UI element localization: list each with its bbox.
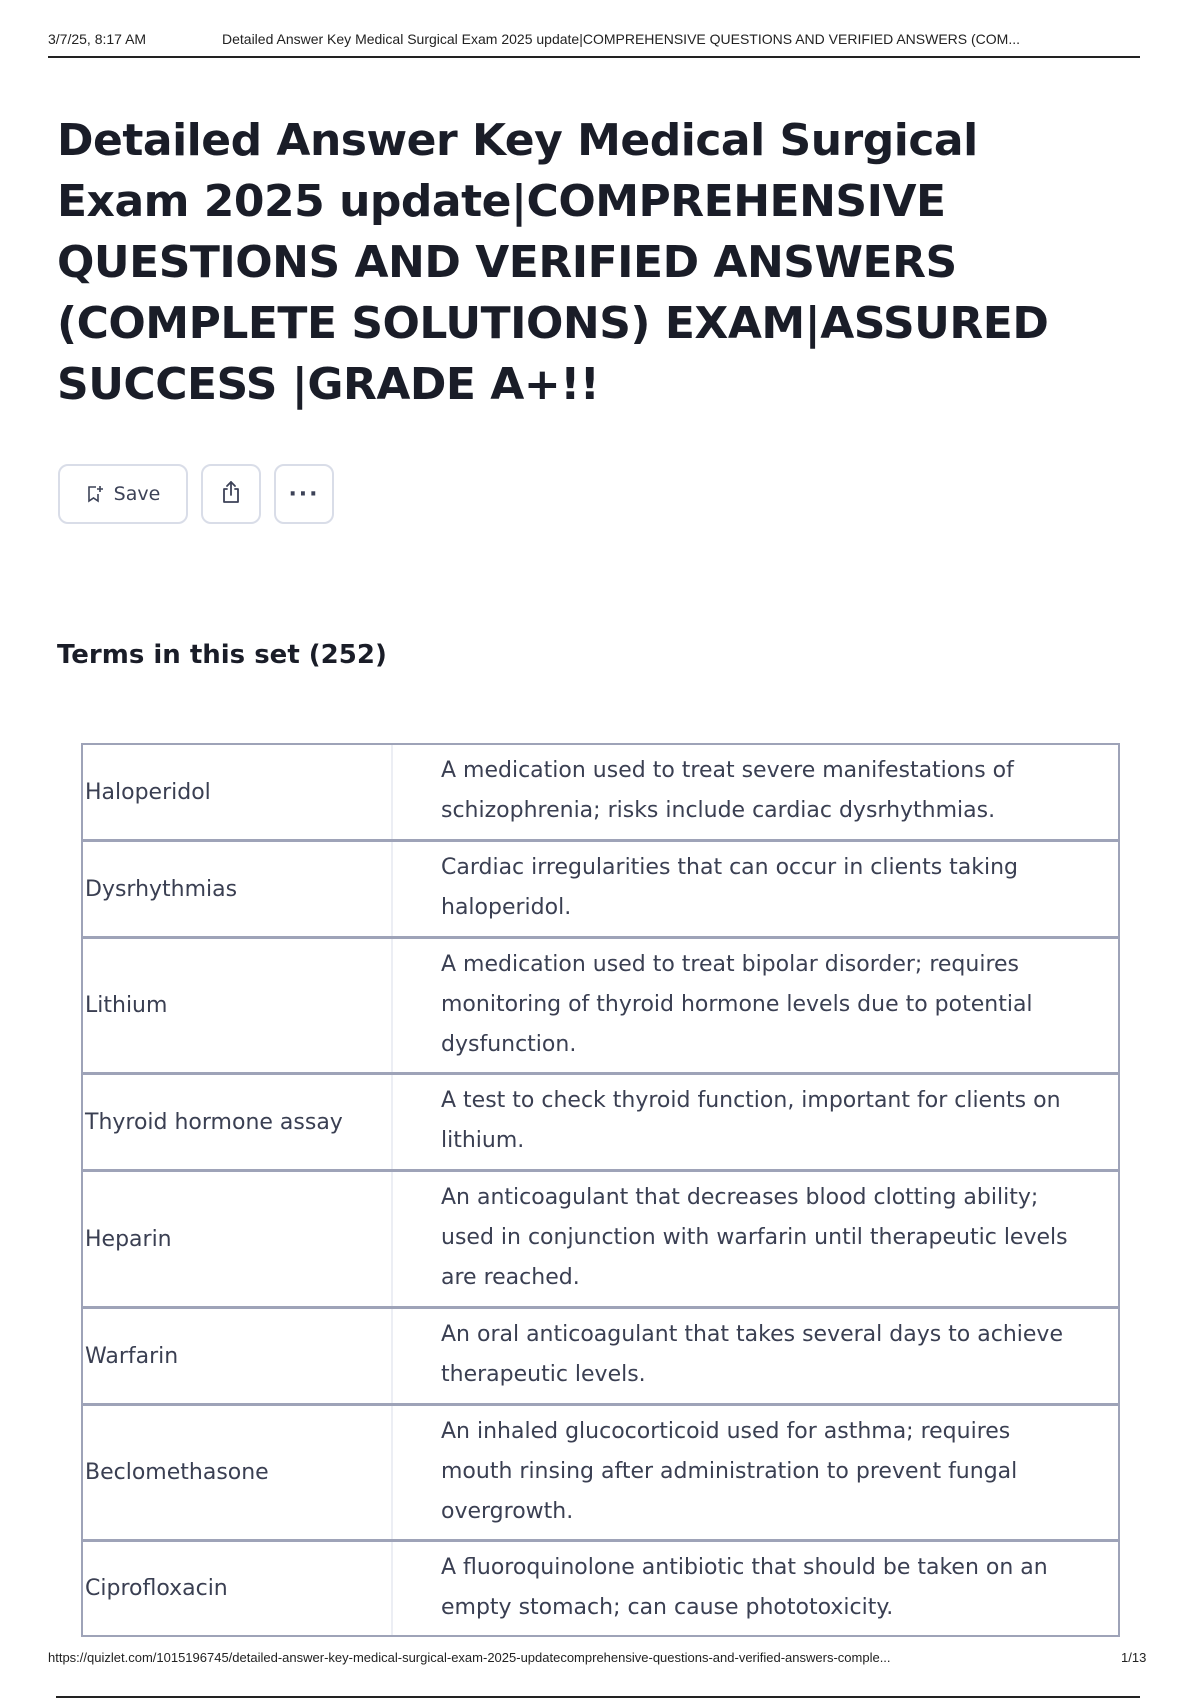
term-cell: Thyroid hormone assay — [83, 1075, 393, 1169]
term-cell: Heparin — [83, 1172, 393, 1306]
term-cell: Ciprofloxacin — [83, 1542, 393, 1635]
print-date: 3/7/25, 8:17 AM — [48, 31, 147, 47]
table-row — [83, 745, 1118, 839]
table-row — [83, 1169, 1118, 1306]
table-row — [83, 1306, 1118, 1403]
table-row — [83, 936, 1118, 1072]
term-cell: Lithium — [83, 939, 393, 1072]
footer-divider — [56, 1696, 1140, 1698]
print-footer — [48, 1648, 1148, 1688]
page-title: Detailed Answer Key Medical Surgical Exam 2025 update|COMPREHENSIVE QUESTIONS AND VERIFIED ANSWERS (COMPLETE SOLUTIONS) EXAM|ASSURED SUCCESS |GRADE A+!! — [57, 115, 1049, 410]
page-number: 1/13 — [1121, 1650, 1147, 1665]
term-cell: Beclomethasone — [83, 1406, 393, 1539]
print-header — [48, 28, 1140, 58]
table-row — [83, 839, 1118, 936]
share-icon — [218, 479, 244, 510]
definition-cell: A test to check thyroid function, important for clients on lithium. — [441, 1088, 1061, 1153]
print-doc-title: Detailed Answer Key Medical Surgical Exam 2025 update|COMPREHENSIVE QUESTIONS AND VERIFIED ANSWERS (COM... — [222, 31, 1021, 47]
definition-cell: An anticoagulant that decreases blood clotting ability; used in conjunction with warfarin until therapeutic levels are reached. — [441, 1185, 1068, 1290]
terms-heading: Terms in this set (252) — [57, 640, 387, 670]
term-cell: Warfarin — [83, 1309, 393, 1403]
save-label: Save — [113, 483, 161, 505]
bookmark-add-icon — [86, 485, 104, 503]
term-cell: Haloperidol — [83, 745, 393, 839]
more-icon: ··· — [288, 481, 320, 507]
save-button[interactable] — [58, 464, 188, 524]
definition-cell: An oral anticoagulant that takes several days to achieve therapeutic levels. — [441, 1322, 1063, 1387]
more-options-button[interactable] — [274, 464, 334, 524]
print-url: https://quizlet.com/1015196745/detailed-answer-key-medical-surgical-exam-2025-updatecomprehensive-questions-and-verified-answers-comple... — [48, 1650, 891, 1665]
definition-cell: An inhaled glucocorticoid used for asthma; requires mouth rinsing after administration to prevent fungal overgrowth. — [441, 1419, 1018, 1524]
table-row — [83, 1539, 1118, 1635]
term-cell: Dysrhythmias — [83, 842, 393, 936]
definition-cell: Cardiac irregularities that can occur in clients taking haloperidol. — [441, 855, 1019, 920]
definition-cell: A medication used to treat severe manifestations of schizophrenia; risks include cardiac dysrhythmias. — [441, 758, 1014, 823]
table-row — [83, 1403, 1118, 1539]
table-row — [83, 1072, 1118, 1169]
share-button[interactable] — [201, 464, 261, 524]
definition-cell: A fluoroquinolone antibiotic that should be taken on an empty stomach; can cause phototoxicity. — [441, 1555, 1048, 1620]
terms-table — [81, 743, 1120, 1637]
definition-cell: A medication used to treat bipolar disorder; requires monitoring of thyroid hormone levels due to potential dysfunction. — [441, 952, 1033, 1057]
